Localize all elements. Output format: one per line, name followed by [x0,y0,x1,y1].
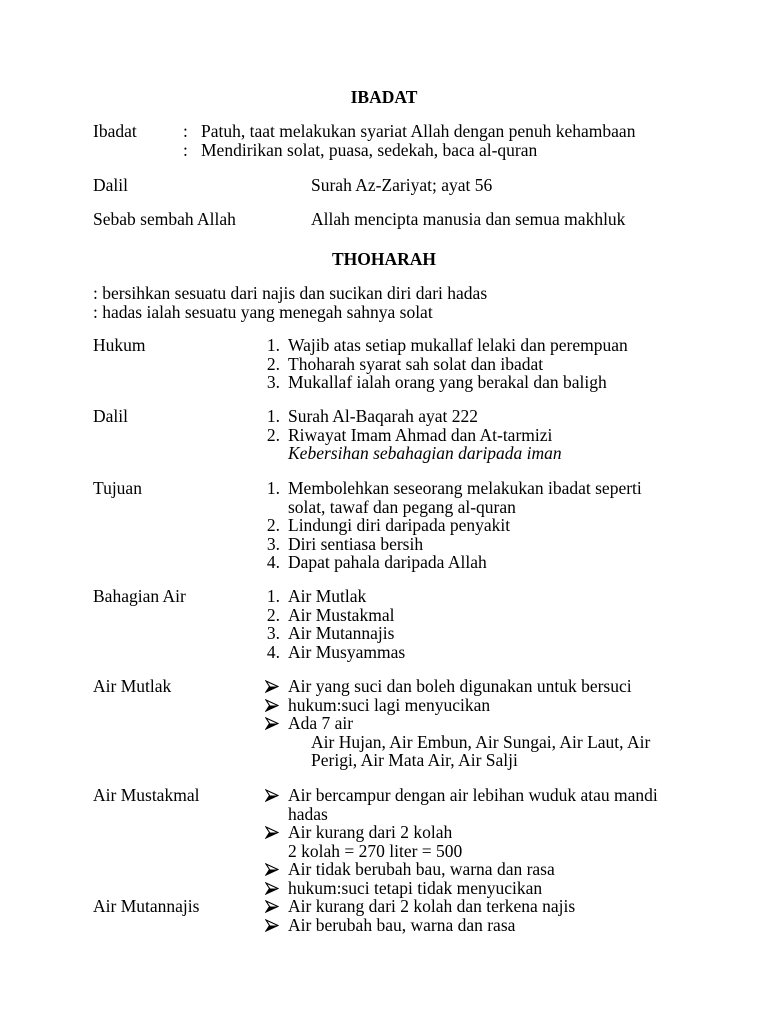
bullet-text: hukum:suci tetapi tidak menyucikan [288,877,543,898]
definition-text: Mendirikan solat, puasa, sedekah, baca al-quran [201,139,538,160]
bullet-text: Air berubah bau, warna dan rasa [288,914,516,935]
list-item [93,479,733,498]
list-number: 2. [266,515,280,535]
air-mustakmal-section [93,786,733,897]
bullet-text: Air kurang dari 2 kolah dan terkena najis [288,896,576,916]
list-number: 1. [266,586,280,606]
tujuan-label: Tujuan [93,478,142,498]
definition-row [93,303,733,322]
bullet-text: Air yang suci dan boleh digunakan untuk bersuci [288,676,632,696]
list-number: 2. [266,424,280,445]
bullet-item [93,916,733,935]
arrow-bullet-icon [265,826,279,839]
list-item [93,426,733,445]
list-number: 3. [266,533,280,554]
bullet-item [93,696,733,715]
bahagian-air-section [93,587,733,661]
air-mustakmal-label: Air Mustakmal [93,785,200,805]
sub-list-row [93,751,733,770]
bullet-text: hadas [288,803,328,824]
air-mutlak-label: Air Mutlak [93,676,172,696]
list-number: 4. [266,641,280,662]
ibadat-dalil [93,176,733,195]
list-item-text: Air Musyammas [288,641,406,662]
bullet-text: hukum:suci lagi menyucikan [288,694,491,715]
bullet-text: Ada 7 air [288,713,354,733]
thoharah-heading: THOHARAH [331,249,437,269]
list-item-text: Lindungi diri daripada penyakit [288,515,511,535]
dalil-row [93,176,733,195]
list-item [93,336,733,355]
bahagian-air-label: Bahagian Air [93,586,186,606]
bullet-item [93,823,733,842]
definition-text: Patuh, taat melakukan syariat Allah dengan penuh kehambaan [201,121,636,141]
list-item-text: solat, tawaf dan pegang al-quran [288,496,516,517]
arrow-bullet-icon [265,699,279,712]
bullet-continuation [93,805,733,824]
list-item-text: Mukallaf ialah orang yang berakal dan baligh [288,372,607,392]
list-number: 1. [266,335,280,355]
list-item [93,355,733,374]
air-mutannajis-section [93,897,733,934]
list-item-text: Riwayat Imam Ahmad dan At-tarmizi [288,424,553,445]
definition-text: : hadas ialah sesuatu yang menegah sahnya solat [93,301,433,322]
list-number: 4. [266,552,280,572]
list-number: 1. [266,478,280,498]
bullet-continuation [93,842,733,861]
water-types-text: Perigi, Air Mata Air, Air Salji [311,750,518,770]
kolah-conversion-text: 2 kolah = 270 liter = 500 [288,840,463,861]
bullet-item [93,860,733,879]
list-item [93,606,733,625]
arrow-bullet-icon [265,789,279,802]
arrow-bullet-icon [265,717,279,730]
bullet-text: Air kurang dari 2 kolah [288,822,453,842]
quote-row [93,444,733,463]
list-item-text: Diri sentiasa bersih [288,533,424,554]
hukum-section [93,336,733,392]
list-item [93,516,733,535]
list-item-text: Air Mutlak [288,586,367,606]
list-item [93,624,733,643]
definition-row [93,141,733,160]
air-mutannajis-label: Air Mutannajis [93,896,200,916]
list-item [93,535,733,554]
list-item [93,553,733,572]
colon: : [183,139,188,160]
dalil-label: Dalil [93,406,128,426]
list-item-continuation [93,498,733,517]
bullet-item [93,897,733,916]
bullet-text: Air bercampur dengan air lebihan wuduk atau mandi [288,785,658,805]
definition-text: : bersihkan sesuatu dari najis dan sucikan diri dari hadas [93,283,488,303]
ibadat-heading: IBADAT [350,87,418,107]
list-item-text: Thoharah syarat sah solat dan ibadat [288,353,544,374]
list-item [93,587,733,606]
dalil-label: Dalil [93,175,128,195]
sebab-label: Sebab sembah Allah [93,209,236,229]
hukum-label: Hukum [93,335,146,355]
bullet-item [93,879,733,898]
arrow-bullet-icon [265,919,279,932]
ibadat-sebab [93,210,733,229]
dalil-section [93,407,733,463]
arrow-bullet-icon [265,900,279,913]
list-item [93,407,733,426]
list-item-text: Surah Al-Baqarah ayat 222 [288,406,479,426]
sebab-row [93,210,733,229]
definition-row [93,284,733,303]
dalil-value: Surah Az-Zariyat; ayat 56 [311,175,493,195]
list-item-text: Membolehkan seseorang melakukan ibadat seperti [288,478,642,498]
definition-row [93,122,733,141]
tujuan-section [93,479,733,572]
list-item [93,373,733,392]
arrow-bullet-icon [265,863,279,876]
bullet-item [93,714,733,733]
list-item-text: Wajib atas setiap mukallaf lelaki dan perempuan [288,335,628,355]
sub-list-row [93,733,733,752]
sebab-value: Allah mencipta manusia dan semua makhluk [311,209,626,229]
list-number: 1. [266,406,280,426]
hadith-quote: Kebersihan sebahagian daripada iman [288,443,562,463]
arrow-bullet-icon [265,882,279,895]
list-number: 2. [266,353,280,374]
bullet-item [93,677,733,696]
list-number: 3. [266,372,280,392]
list-number: 2. [266,604,280,625]
ibadat-label: Ibadat [93,121,137,141]
ibadat-definition [93,122,733,159]
list-item-text: Air Mutannajis [288,623,395,643]
air-mutlak-section [93,677,733,770]
list-item [93,643,733,662]
water-types-text: Air Hujan, Air Embun, Air Sungai, Air Laut, Air [311,731,651,752]
list-item-text: Air Mustakmal [288,604,395,625]
bullet-item [93,786,733,805]
list-number: 3. [266,623,280,643]
list-item-text: Dapat pahala daripada Allah [288,552,487,572]
arrow-bullet-icon [265,680,279,693]
bullet-text: Air tidak berubah bau, warna dan rasa [288,859,555,879]
thoharah-definition [93,284,733,321]
colon: : [183,121,188,141]
